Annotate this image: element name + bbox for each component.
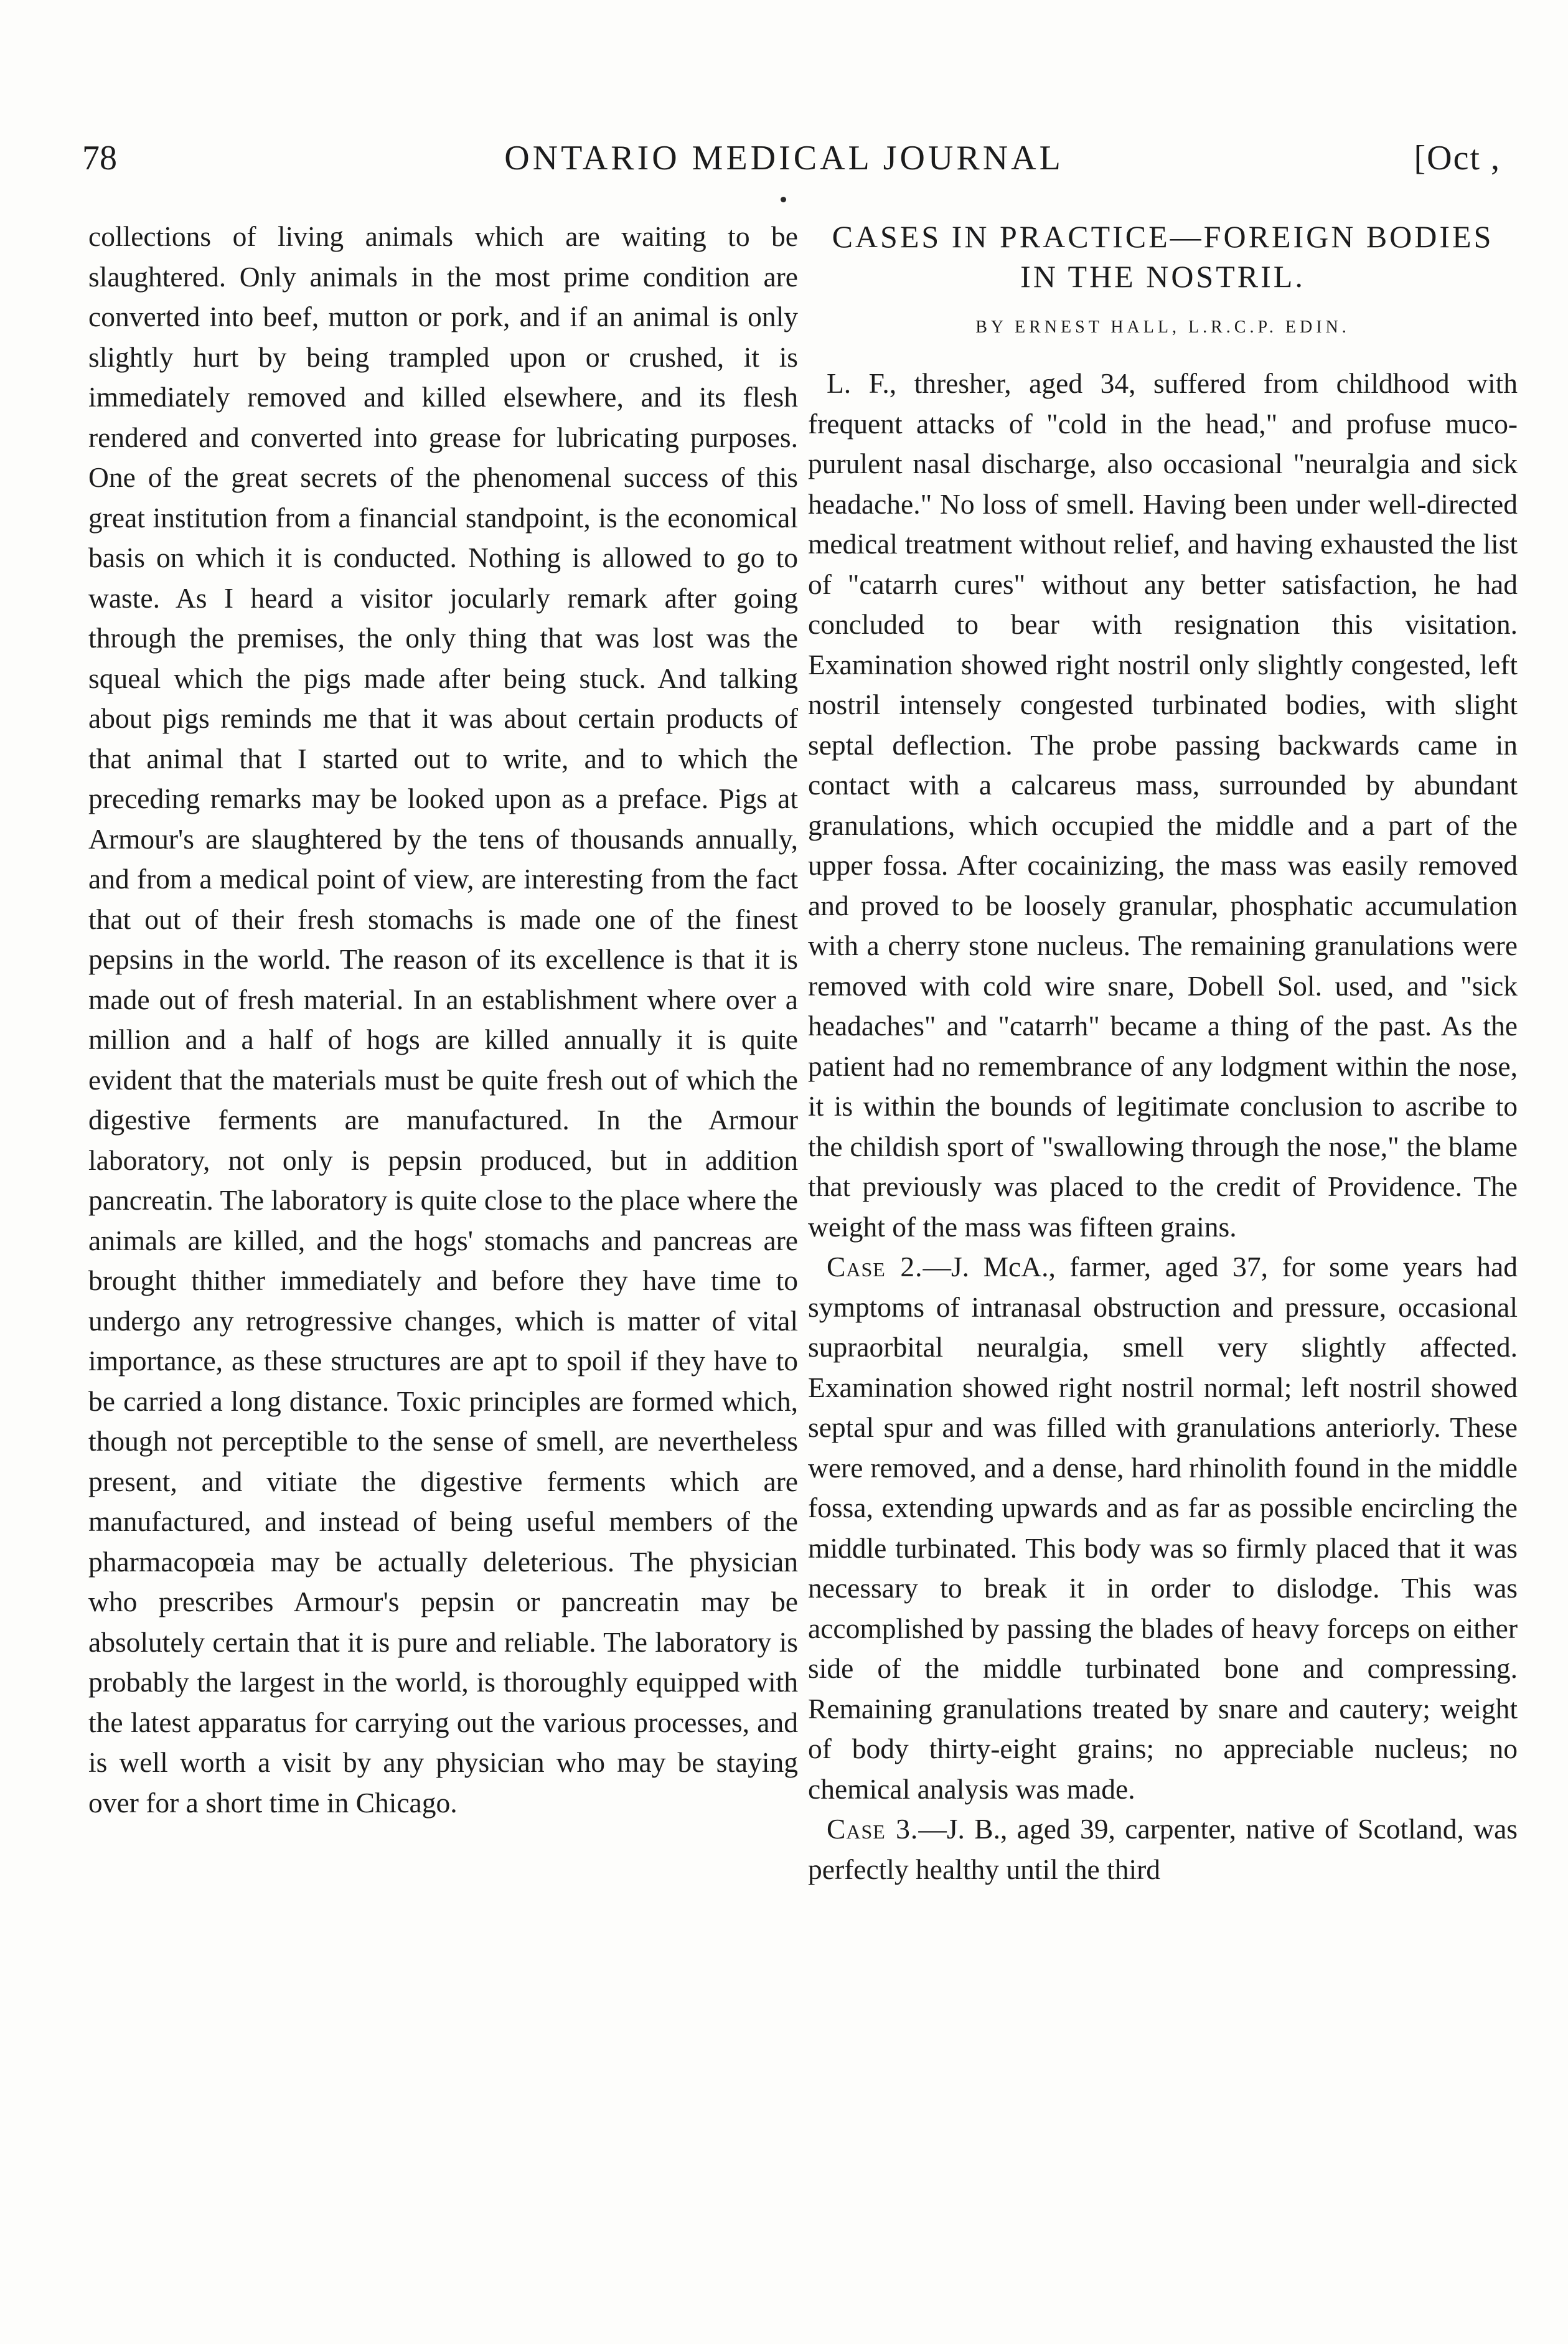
running-head-title: ONTARIO MEDICAL JOURNAL [504,139,1064,177]
case-1-paragraph: L. F., thresher, aged 34, suffered from childhood with frequent attacks of "cold in the head," and profuse muco-purulent nasal discharge, also occasional "neuralgia and sick headache." No loss of smell. Having been under well-directed medical treatment without relief, and having exhausted the list of "catarrh cures" without any better satisfaction, he had concluded to bear with resignation this visitation. Examination showed right nostril only slightly congested, left nostril intensely congested turbinated bodies, with slight septal deflection. The probe passing backwards came in contact with a calcareus mass, surrounded by abundant granulations, which occupied the middle and a part of the upper fossa. After cocainizing, the mass was easily removed and proved to be loosely granular, phosphatic accumulation with a cherry stone nucleus. The remaining granulations were removed with cold wire snare, Dobell Sol. used, and "sick headaches" and "catarrh" became a thing of the past. As the patient had no remembrance of any lodgment within the nose, it is within the bounds of legitimate conclusion to ascribe to the childish sport of "swallowing through the nose," the blame that previously was placed to the credit of Providence. The weight of the mass was fifteen grains. [808,367,1518,1243]
left-column [88,217,798,1823]
case-2-text: —J. McA., farmer, aged 37, for some years had symptoms of intranasal obstruction and pressure, occasional supraorbital neuralgia, smell very slightly affected. Examination showed right nostril normal; left nostril showed septal spur and was filled with granulations anteriorly. These were removed, and a dense, hard rhinolith found in the middle fossa, extending upwards and as far as possible encircling the middle turbinated. This body was so firmly placed that it was necessary to break it in order to dislodge. This was accomplished by passing the blades of heavy forceps on either side of the middle turbinated bone and compressing. Remaining granulations treated by snare and cautery; weight of body thirty-eight grains; no appreciable nucleus; no chemical analysis was made. [808,1251,1518,1805]
case-2-label: Case 2. [827,1251,923,1283]
printer-dot [781,197,786,202]
case-3-paragraph [808,1809,1518,1890]
running-head-month: [Oct , [1414,139,1501,177]
article-byline: BY ERNEST HALL, L.R.C.P. EDIN. [975,318,1350,337]
left-column-paragraph: collections of living animals which are waiting to be slaughtered. Only animals in the most prime condition are converted into beef, mutton or pork, and if an animal is only slightly hurt by being trampled upon or crushed, it is immediately removed and killed elsewhere, and its flesh rendered and converted into grease for lubricating purposes. One of the great secrets of the phenomenal success of this great institution from a financial standpoint, is the economical basis on which it is conducted. Nothing is allowed to go to waste. As I heard a visitor jocularly remark after going through the premises, the only thing that was lost was the squeal which the pigs made after being stuck. And talking about pigs reminds me that it was about certain products of that animal that I started out to write, and to which the preceding remarks may be looked upon as a preface. Pigs at Armour's are slaughtered by the tens of thousands annually, and from a medical point of view, are interesting from the fact that out of their fresh stomachs is made one of the finest pepsins in the world. The reason of its excellence is that it is made out of fresh material. In an establishment where over a million and a half of hogs are killed annually it is quite evident that the materials must be quite fresh out of which the digestive ferments are manufactured. In the Armour laboratory, not only is pepsin produced, but in addition pancreatin. The laboratory is quite close to the place where the animals are killed, and the hogs' stomachs and pancreas are brought thither immediately and before they have time to undergo any retrogressive changes, which is matter of vital importance, as these structures are apt to spoil if they have to be carried a long distance. Toxic principles are formed which, though not perceptible to the sense of smell, are nevertheless present, and vitiate the digestive ferments which are manufactured, and instead of being useful members of the pharmacopœia may be actually deleterious. The physician who prescribes Armour's pepsin or pancreatin may be absolutely certain that it is pure and reliable. The laboratory is probably the largest in the world, is thoroughly equipped with the latest apparatus for carrying out the various processes, and is well worth a visit by any physician who may be staying over for a short time in Chicago. [88,220,798,1819]
article-title: CASES IN PRACTICE—FOREIGN BODIES IN THE NOSTRIL. [832,219,1494,294]
right-column [808,217,1518,1890]
case-3-label: Case 3. [827,1813,919,1845]
case-3-text: —J. B., aged 39, carpenter, native of Scotland, was perfectly healthy until the third [808,1813,1518,1885]
page-number: 78 [82,139,117,177]
case-2-paragraph [808,1247,1518,1809]
